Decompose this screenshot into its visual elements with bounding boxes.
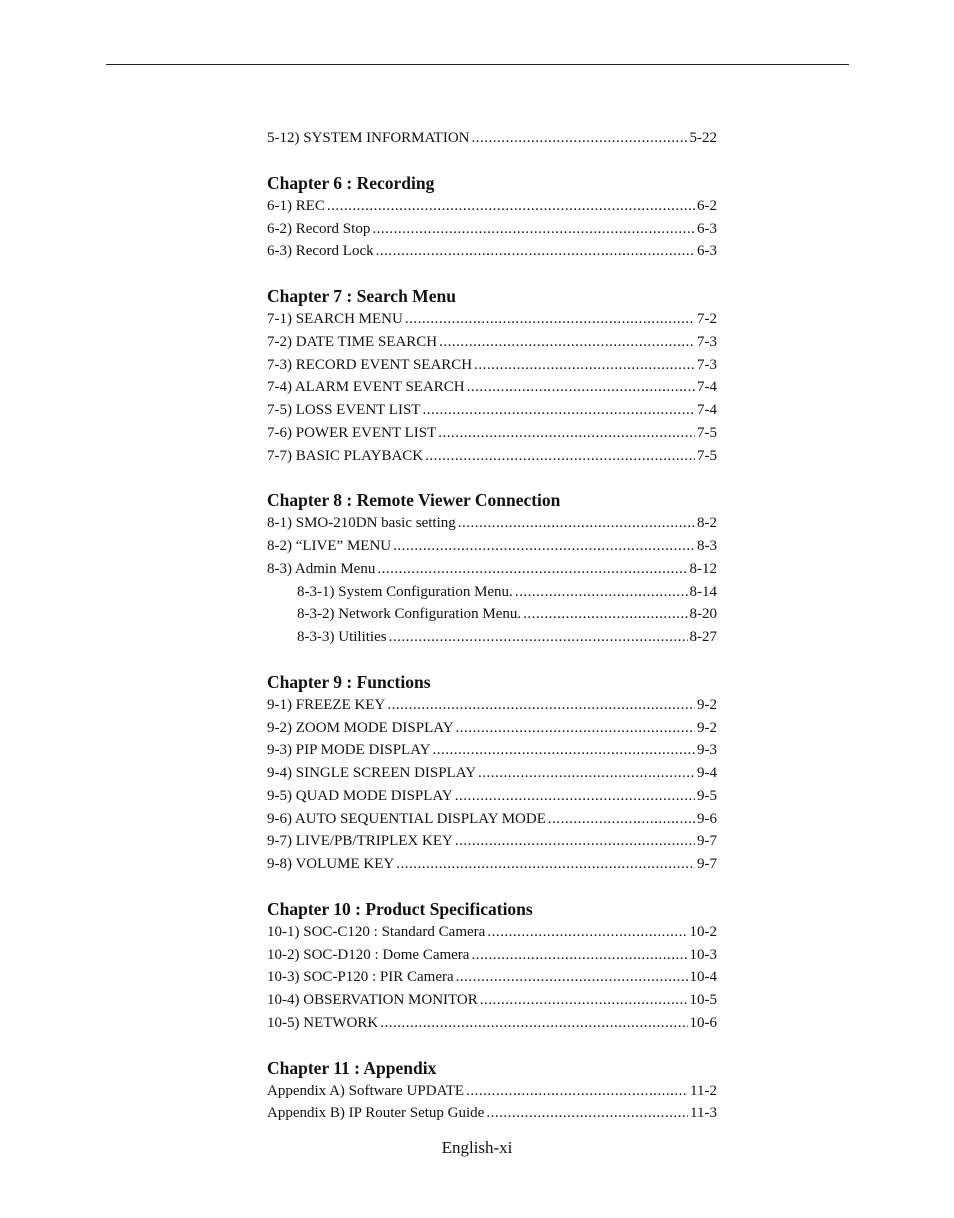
leader-dots bbox=[486, 1102, 688, 1125]
toc-subentry[interactable] bbox=[267, 603, 717, 626]
toc-entry[interactable] bbox=[267, 331, 717, 354]
toc-entry[interactable] bbox=[267, 739, 717, 762]
toc-entry-label: 6-2) Record Stop bbox=[267, 220, 371, 237]
toc-entry-page: 9-3 bbox=[697, 742, 717, 759]
toc-entry[interactable] bbox=[267, 445, 717, 468]
leader-dots bbox=[372, 218, 695, 241]
toc-entry-page: 9-6 bbox=[697, 810, 717, 827]
leader-dots bbox=[380, 1012, 687, 1035]
leader-dots bbox=[439, 331, 695, 354]
toc-entry-page: 10-4 bbox=[689, 969, 717, 986]
chapter-section bbox=[267, 898, 717, 1035]
table-of-contents bbox=[267, 127, 717, 1125]
toc-entry-label: 7-7) BASIC PLAYBACK bbox=[267, 447, 424, 464]
chapter-heading: Chapter 9 : Functions bbox=[267, 671, 431, 692]
chapter-heading: Chapter 11 : Appendix bbox=[267, 1057, 437, 1078]
toc-entry[interactable] bbox=[267, 354, 717, 377]
toc-entry[interactable] bbox=[267, 127, 717, 150]
toc-subentry[interactable] bbox=[267, 581, 717, 604]
chapter-heading: Chapter 7 : Search Menu bbox=[267, 286, 456, 306]
leader-dots bbox=[396, 853, 695, 876]
header-rule bbox=[106, 64, 849, 65]
toc-entry[interactable] bbox=[267, 240, 717, 263]
toc-entry[interactable] bbox=[267, 944, 717, 967]
toc-entry[interactable] bbox=[267, 195, 717, 218]
toc-entry-label: 9-2) ZOOM MODE DISPLAY bbox=[267, 719, 454, 736]
toc-entry-page: 10-5 bbox=[689, 992, 717, 1008]
leader-dots bbox=[478, 762, 695, 785]
toc-entry[interactable] bbox=[267, 376, 717, 399]
toc-entry-page: 7-4 bbox=[697, 402, 717, 418]
toc-entry-label: 10-1) SOC-C120 : Standard Camera bbox=[267, 923, 486, 940]
toc-entry-page: 6-3 bbox=[697, 243, 717, 260]
toc-entry-page: 8-14 bbox=[689, 583, 717, 600]
chapter-section bbox=[267, 489, 717, 649]
toc-entry-page: 8-20 bbox=[689, 606, 717, 623]
toc-entry[interactable] bbox=[267, 399, 717, 422]
chapter-section bbox=[267, 1057, 717, 1126]
toc-entry-label: 8-3-3) Utilities bbox=[297, 629, 387, 645]
toc-subentry[interactable] bbox=[267, 626, 717, 649]
toc-entry[interactable] bbox=[267, 1080, 717, 1103]
leader-dots bbox=[377, 558, 687, 581]
toc-entry-label: 8-1) SMO-210DN basic setting bbox=[267, 515, 456, 532]
toc-entry-label: 7-5) LOSS EVENT LIST bbox=[267, 402, 421, 418]
toc-entry[interactable] bbox=[267, 717, 717, 740]
page-number: English-xi bbox=[441, 1138, 513, 1157]
toc-entry-page: 6-2 bbox=[697, 197, 717, 214]
leader-dots bbox=[393, 535, 695, 558]
toc-entry[interactable] bbox=[267, 921, 717, 944]
leader-dots bbox=[466, 1080, 688, 1103]
toc-entry-page: 5-22 bbox=[689, 130, 717, 146]
leader-dots bbox=[455, 830, 695, 853]
toc-entry-label: 9-4) SINGLE SCREEN DISPLAY bbox=[267, 765, 477, 781]
toc-entry-label: 6-3) Record Lock bbox=[267, 243, 374, 260]
chapter-section bbox=[267, 671, 717, 876]
toc-entry-page: 9-4 bbox=[697, 765, 717, 781]
toc-entry-label: 9-7) LIVE/PB/TRIPLEX KEY bbox=[267, 833, 453, 850]
leader-dots bbox=[422, 399, 695, 422]
chapter-section bbox=[267, 172, 717, 263]
toc-entry-page: 9-2 bbox=[697, 696, 717, 713]
toc-entry-label: 9-6) AUTO SEQUENTIAL DISPLAY MODE bbox=[267, 810, 546, 827]
toc-entry[interactable] bbox=[267, 535, 717, 558]
toc-entry[interactable] bbox=[267, 966, 717, 989]
toc-entry-page: 7-5 bbox=[697, 424, 717, 441]
toc-entry[interactable] bbox=[267, 853, 717, 876]
toc-entry-page: 7-4 bbox=[697, 379, 717, 396]
toc-entry-label: 10-2) SOC-D120 : Dome Camera bbox=[267, 946, 470, 963]
toc-entry-page: 8-27 bbox=[689, 629, 717, 645]
toc-entry-label: 9-8) VOLUME KEY bbox=[267, 856, 395, 872]
toc-entry-label: 7-4) ALARM EVENT SEARCH bbox=[267, 379, 465, 396]
toc-entry[interactable] bbox=[267, 808, 717, 831]
leader-dots bbox=[523, 603, 687, 626]
toc-entry-label: 7-2) DATE TIME SEARCH bbox=[267, 333, 438, 350]
leader-dots bbox=[455, 785, 695, 808]
toc-entry-page: 9-2 bbox=[697, 719, 717, 736]
toc-entry-page: 10-3 bbox=[689, 946, 717, 963]
leader-dots bbox=[376, 240, 695, 263]
toc-entry-page: 11-2 bbox=[690, 1082, 717, 1099]
toc-entry-page: 8-2 bbox=[697, 515, 717, 532]
leader-dots bbox=[456, 966, 688, 989]
toc-entry[interactable] bbox=[267, 762, 717, 785]
toc-entry-page: 7-2 bbox=[697, 311, 717, 327]
leader-dots bbox=[387, 694, 695, 717]
chapter-heading: Chapter 8 : Remote Viewer Connection bbox=[267, 490, 561, 511]
leader-dots bbox=[471, 944, 687, 967]
toc-entry-label: 7-1) SEARCH MENU bbox=[267, 311, 403, 327]
leader-dots bbox=[389, 626, 688, 649]
toc-entry-label: 7-3) RECORD EVENT SEARCH bbox=[267, 356, 473, 373]
leader-dots bbox=[467, 376, 695, 399]
toc-entry[interactable] bbox=[267, 694, 717, 717]
toc-entry[interactable] bbox=[267, 422, 717, 445]
toc-entry-page: 9-5 bbox=[697, 787, 717, 804]
toc-entry-label: Appendix A) Software UPDATE bbox=[267, 1082, 465, 1099]
toc-entry-label: 9-5) QUAD MODE DISPLAY bbox=[267, 787, 453, 804]
toc-entry-page: 7-3 bbox=[697, 356, 717, 373]
toc-entry-label: 6-1) REC bbox=[267, 197, 325, 214]
leader-dots bbox=[456, 717, 695, 740]
chapter-list bbox=[267, 172, 717, 1125]
toc-entry-label: 8-3-1) System Configuration Menu. bbox=[297, 583, 513, 600]
toc-entry-label: 8-3) Admin Menu bbox=[267, 560, 376, 577]
toc-entry[interactable] bbox=[267, 218, 717, 241]
chapter-section bbox=[267, 285, 717, 467]
leader-dots bbox=[425, 445, 695, 468]
leader-dots bbox=[480, 989, 688, 1012]
leader-dots bbox=[405, 308, 695, 331]
toc-entry-page: 7-5 bbox=[697, 447, 717, 464]
toc-entry[interactable] bbox=[267, 785, 717, 808]
toc-entry-label: 9-1) FREEZE KEY bbox=[267, 696, 386, 713]
chapter-heading: Chapter 6 : Recording bbox=[267, 172, 435, 193]
toc-entry[interactable] bbox=[267, 308, 717, 331]
toc-entry-page: 10-2 bbox=[689, 923, 717, 940]
toc-entry-page: 8-3 bbox=[697, 538, 717, 554]
toc-entry-label: Appendix B) IP Router Setup Guide bbox=[267, 1105, 485, 1122]
leader-dots bbox=[433, 739, 696, 762]
leader-dots bbox=[548, 808, 695, 831]
leader-dots bbox=[438, 422, 695, 445]
chapter-heading: Chapter 10 : Product Specifications bbox=[267, 898, 533, 919]
toc-entry[interactable] bbox=[267, 1012, 717, 1035]
leader-dots bbox=[474, 354, 695, 377]
toc-entry-label: 8-2) “LIVE” MENU bbox=[267, 538, 392, 554]
toc-entry-page: 8-12 bbox=[689, 560, 717, 577]
toc-entry-label: 9-3) PIP MODE DISPLAY bbox=[267, 742, 431, 759]
toc-entry-label: 8-3-2) Network Configuration Menu. bbox=[297, 606, 522, 623]
toc-entry[interactable] bbox=[267, 1102, 717, 1125]
toc-entry-page: 9-7 bbox=[697, 833, 717, 850]
toc-entry-page: 6-3 bbox=[697, 220, 717, 237]
toc-entry[interactable] bbox=[267, 512, 717, 535]
leader-dots bbox=[472, 127, 688, 150]
leader-dots bbox=[458, 512, 695, 535]
page-footer bbox=[0, 1137, 954, 1159]
toc-entry[interactable] bbox=[267, 558, 717, 581]
toc-entry-page: 7-3 bbox=[697, 333, 717, 350]
leader-dots bbox=[515, 581, 688, 604]
toc-entry-page: 10-6 bbox=[689, 1014, 717, 1031]
toc-entry-label: 10-5) NETWORK bbox=[267, 1014, 379, 1031]
toc-entry-page: 11-3 bbox=[690, 1105, 717, 1122]
leader-dots bbox=[487, 921, 687, 944]
toc-entry-label: 7-6) POWER EVENT LIST bbox=[267, 424, 437, 441]
toc-entry-label: 5-12) SYSTEM INFORMATION bbox=[267, 130, 470, 146]
toc-entry-label: 10-4) OBSERVATION MONITOR bbox=[267, 992, 478, 1008]
leader-dots bbox=[327, 195, 695, 218]
toc-entry[interactable] bbox=[267, 830, 717, 853]
toc-entry[interactable] bbox=[267, 989, 717, 1012]
toc-entry-label: 10-3) SOC-P120 : PIR Camera bbox=[267, 969, 454, 986]
toc-entry-page: 9-7 bbox=[697, 856, 717, 872]
